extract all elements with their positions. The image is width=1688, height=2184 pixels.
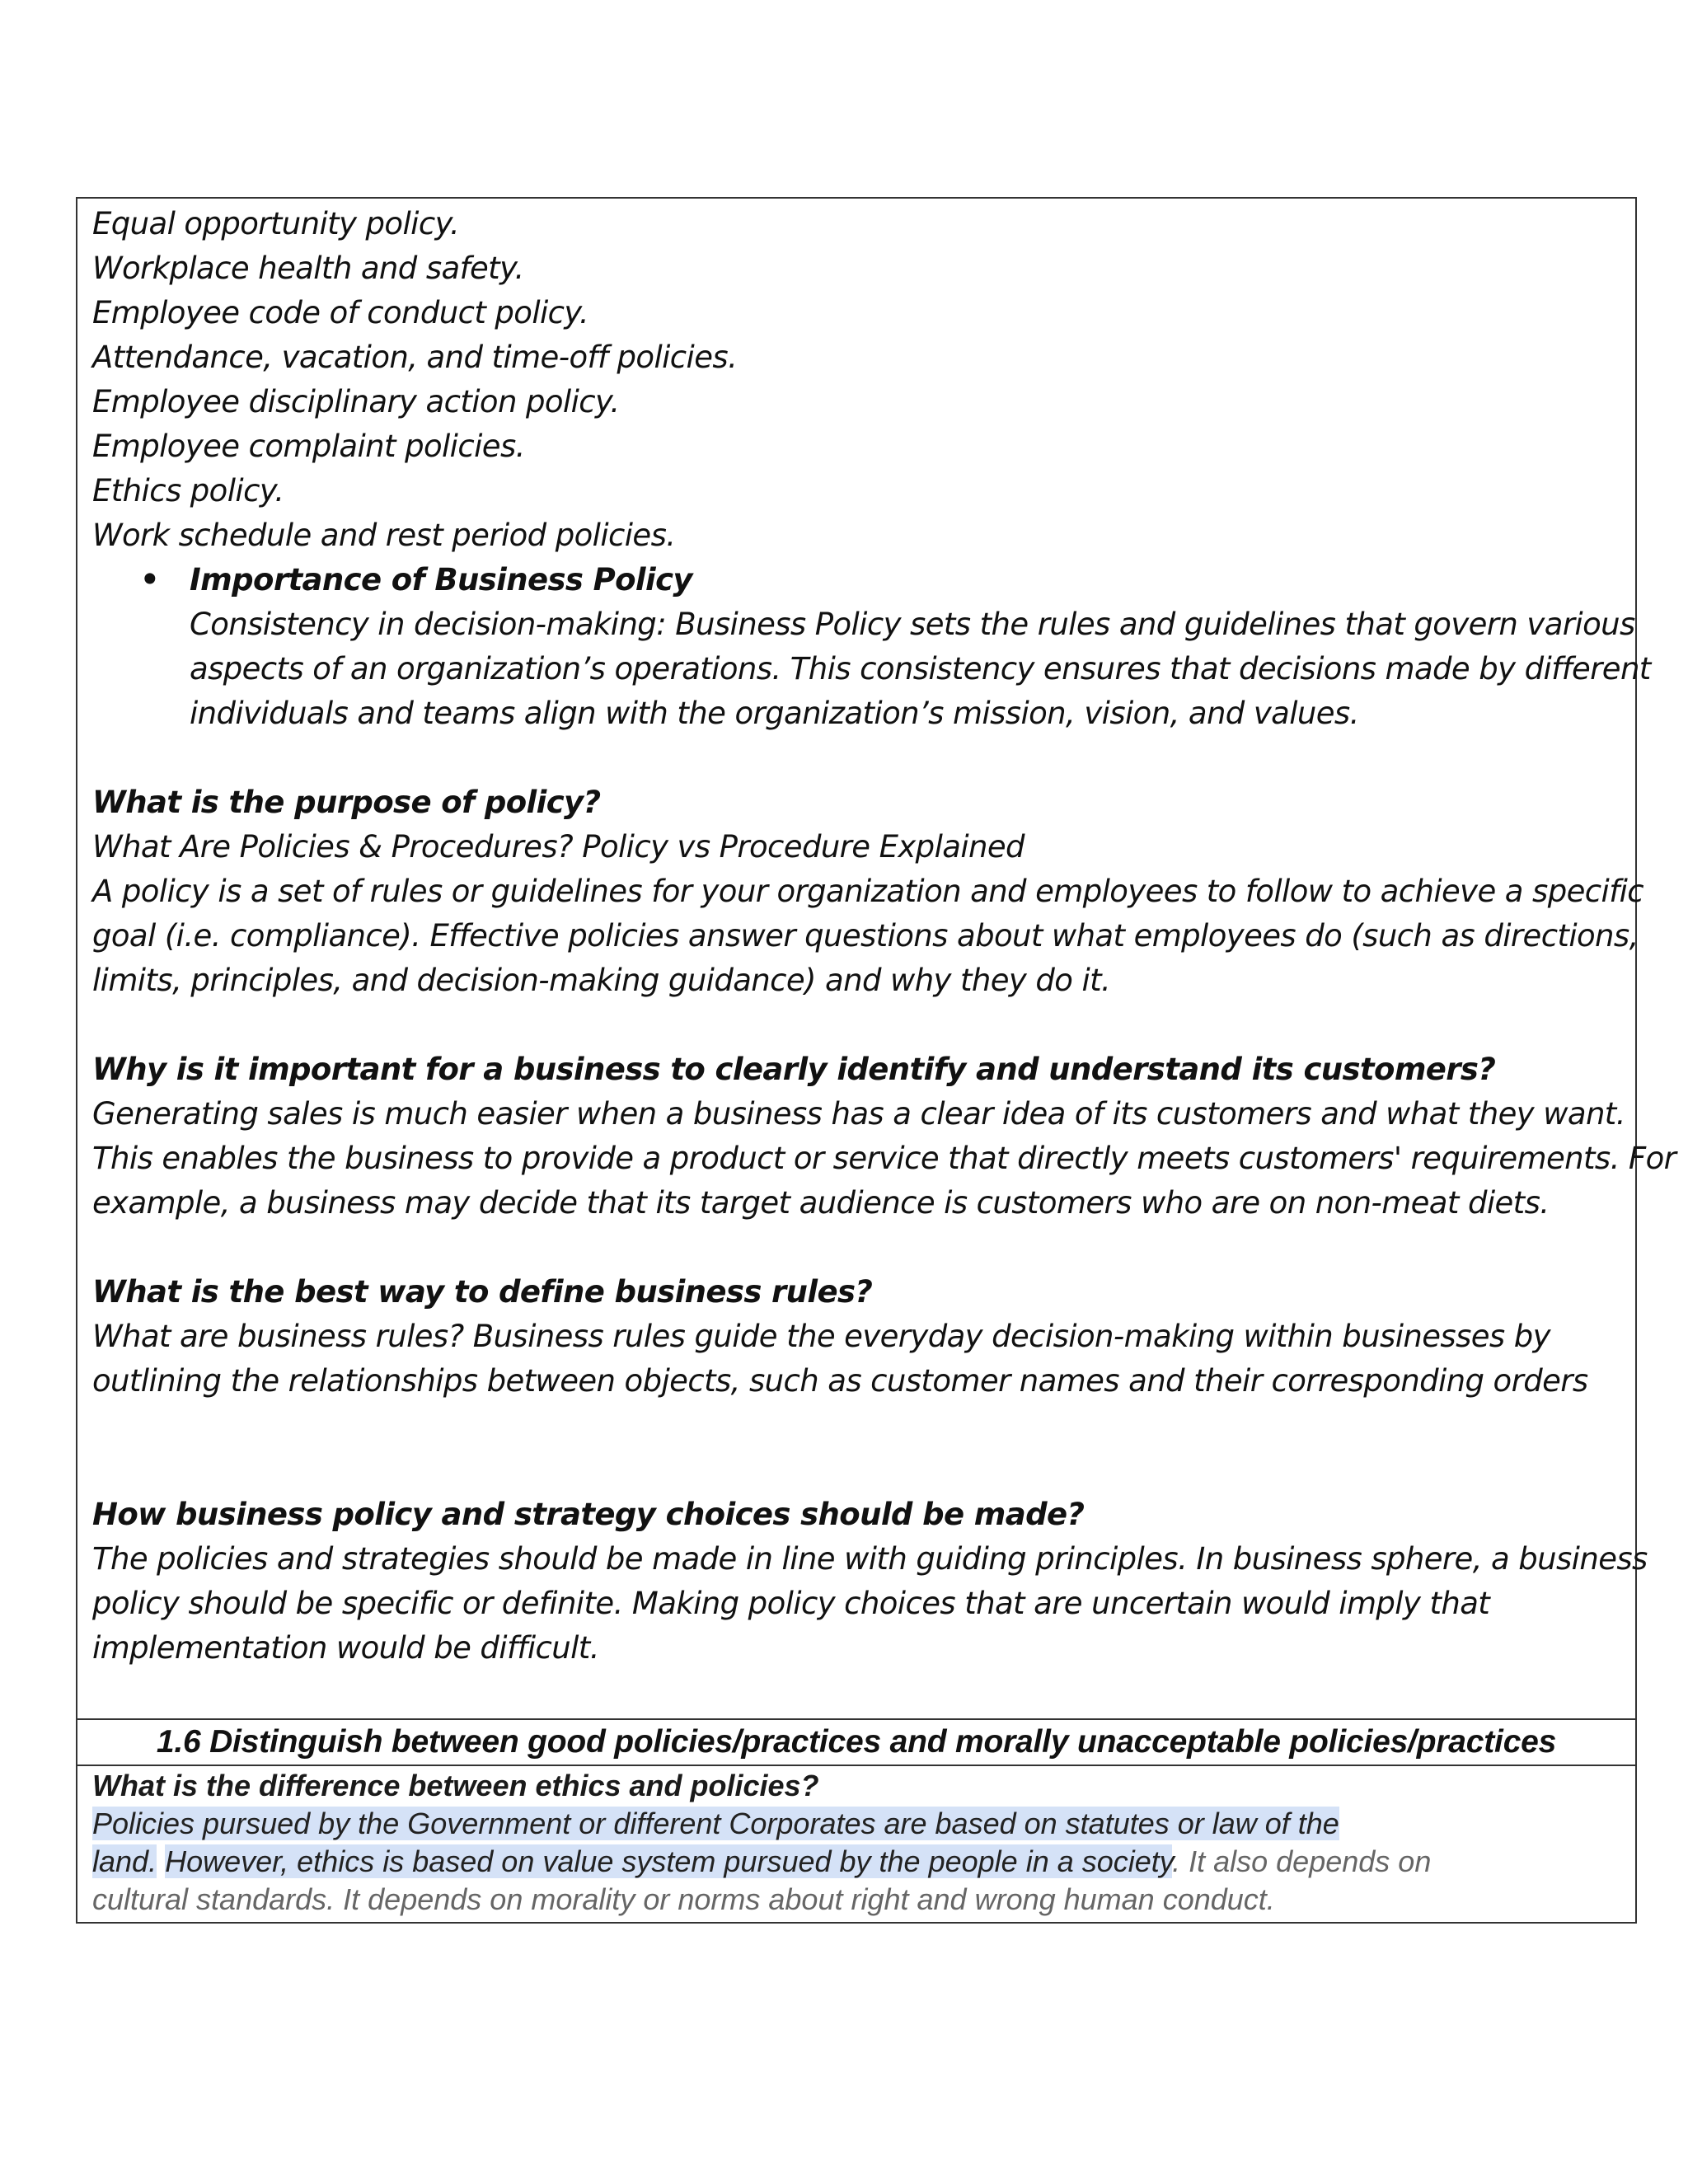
- importance-heading: Importance of Business Policy: [190, 562, 692, 598]
- ethics-line: cultural standards. It depends on morality or norms about right and wrong human conduct.: [92, 1882, 1275, 1916]
- purpose-line: goal (i.e. compliance). Effective policies answer questions about what employees do (such as directions,: [92, 918, 1639, 954]
- policy-item: Employee complaint policies.: [92, 429, 525, 464]
- policy-item: Equal opportunity policy.: [92, 206, 460, 241]
- ethics-question: What is the difference between ethics and policies?: [92, 1769, 819, 1802]
- highlighted-text: land.: [92, 1844, 157, 1878]
- bullet-icon: •: [140, 562, 160, 598]
- strategy-line: The policies and strategies should be made in line with guiding principles. In business sphere, a business: [92, 1541, 1648, 1577]
- spacer: [92, 1003, 1620, 1047]
- content-table: [76, 197, 1676, 1924]
- purpose-line: A policy is a set of rules or guidelines for your organization and employees to follow to achieve a specific: [92, 874, 1644, 909]
- rules-question: What is the best way to define business rules?: [92, 1274, 873, 1310]
- highlighted-text: Policies pursued by the Government or different Corporates are based on statutes or law of the: [92, 1807, 1339, 1840]
- spacer: [92, 736, 1620, 780]
- policy-item: Workplace health and safety.: [92, 251, 524, 286]
- customers-line: This enables the business to provide a product or service that directly meets customers' requirements. For: [92, 1141, 1676, 1176]
- spacer: [92, 1404, 1620, 1493]
- purpose-line: What Are Policies & Procedures? Policy vs Procedure Explained: [92, 829, 1025, 865]
- ethics-cell: [77, 1765, 1635, 1922]
- strategy-question: How business policy and strategy choices should be made?: [92, 1497, 1085, 1532]
- importance-line: aspects of an organization’s operations. This consistency ensures that decisions made by different: [190, 651, 1651, 687]
- ethics-line: [92, 1805, 1620, 1843]
- customers-question: Why is it important for a business to clearly identify and understand its customers?: [92, 1052, 1496, 1087]
- importance-bullet: [92, 558, 1651, 736]
- policy-item: Attendance, vacation, and time-off policies.: [92, 340, 738, 375]
- importance-line: individuals and teams align with the organization’s mission, vision, and values.: [190, 696, 1359, 731]
- customers-line: Generating sales is much easier when a business has a clear idea of its customers and what they want.: [92, 1096, 1625, 1132]
- ethics-line: [92, 1843, 1620, 1881]
- strategy-line: policy should be specific or definite. Making policy choices that are uncertain would imply that: [92, 1586, 1490, 1621]
- purpose-line: limits, principles, and decision-making guidance) and why they do it.: [92, 963, 1111, 998]
- main-cell: [77, 199, 1676, 1718]
- rules-line: What are business rules? Business rules guide the everyday decision-making within businesses by: [92, 1319, 1550, 1354]
- section-heading: 1.6 Distinguish between good policies/practices and morally unacceptable policies/practices: [77, 1718, 1635, 1765]
- purpose-question: What is the purpose of policy?: [92, 785, 601, 820]
- policy-item: Ethics policy.: [92, 473, 284, 509]
- policy-item: Employee disciplinary action policy.: [92, 384, 620, 419]
- importance-line: Consistency in decision-making: Business Policy sets the rules and guidelines that govern various: [190, 607, 1635, 642]
- rules-line: outlining the relationships between objects, such as customer names and their corresponding orders: [92, 1363, 1588, 1399]
- strategy-line: implementation would be difficult.: [92, 1630, 599, 1666]
- highlighted-text: However, ethics is based on value system pursued by the people in a society: [165, 1844, 1173, 1878]
- customers-line: example, a business may decide that its target audience is customers who are on non-meat diets.: [92, 1185, 1550, 1221]
- spacer: [92, 1226, 1620, 1270]
- ethics-text: . It also depends on: [1172, 1844, 1432, 1878]
- policy-item: Employee code of conduct policy.: [92, 295, 589, 330]
- policy-item: Work schedule and rest period policies.: [92, 518, 676, 553]
